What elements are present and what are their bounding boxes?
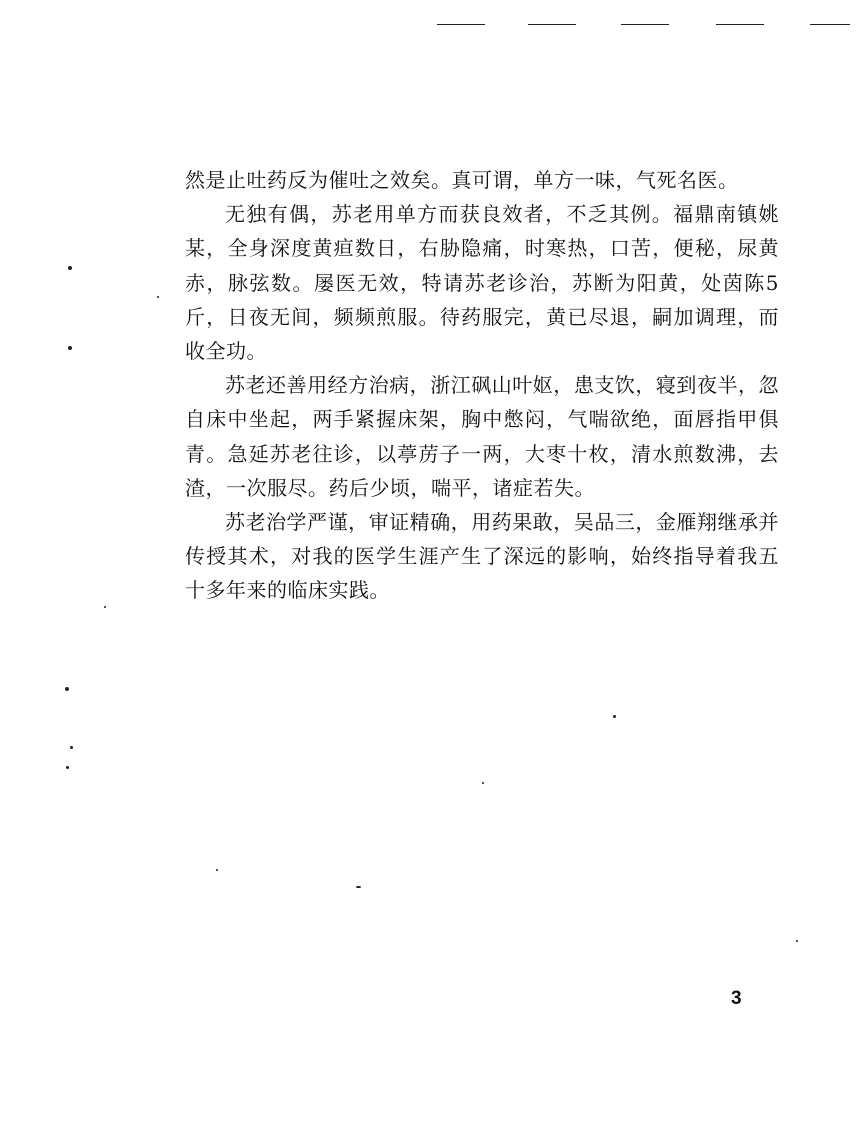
scan-speck xyxy=(157,296,159,298)
top-rule xyxy=(528,24,576,25)
page-number: 3 xyxy=(731,988,742,1009)
paragraph: 苏老还善用经方治病，浙江砜山叶妪，患支饮，寝到夜半，忽自床中坐起，两手紧握床架，胸中憋闷，气喘欲绝，面唇指甲俱青。急延苏老往诊，以葶苈子一两，大枣十枚，清水煎数沸，去渣，一次服尽。药后少顷，喘平，诸症若失。 xyxy=(185,373,779,500)
scan-speck xyxy=(66,766,69,769)
scan-speck xyxy=(68,266,72,270)
paragraph: 无独有偶，苏老用单方而获良效者，不乏其例。福鼎南镇姚某，全身深度黄疸数日，右胁隐痛，时寒热，口苦，便秘，尿黄赤，脉弦数。屡医无效，特请苏老诊治，苏断为阳黄，处茵陈5斤，日夜无间，频频煎服。待药服完，黄已尽退，嗣加调理，而收全功。 xyxy=(185,202,779,364)
scan-speck xyxy=(482,782,484,784)
scan-speck xyxy=(70,746,73,749)
body-text xyxy=(185,163,779,608)
scan-speck xyxy=(613,715,616,718)
scan-speck xyxy=(356,886,361,888)
top-rule xyxy=(437,24,485,25)
paragraph: 然是止吐药反为催吐之效矣。真可谓，单方一味，气死名医。 xyxy=(185,168,739,192)
scan-speck xyxy=(65,687,69,691)
top-rule xyxy=(716,24,764,25)
top-rule xyxy=(621,24,669,25)
scan-speck xyxy=(796,940,798,942)
scan-speck xyxy=(216,869,218,871)
scan-speck xyxy=(68,346,72,350)
top-rule xyxy=(810,24,850,25)
scan-speck xyxy=(104,606,106,608)
paragraph: 苏老治学严谨，审证精确，用药果敢，吴品三，金雁翔继承并传授其术，对我的医学生涯产生了深远的影响，始终指导着我五十多年来的临床实践。 xyxy=(185,510,779,603)
